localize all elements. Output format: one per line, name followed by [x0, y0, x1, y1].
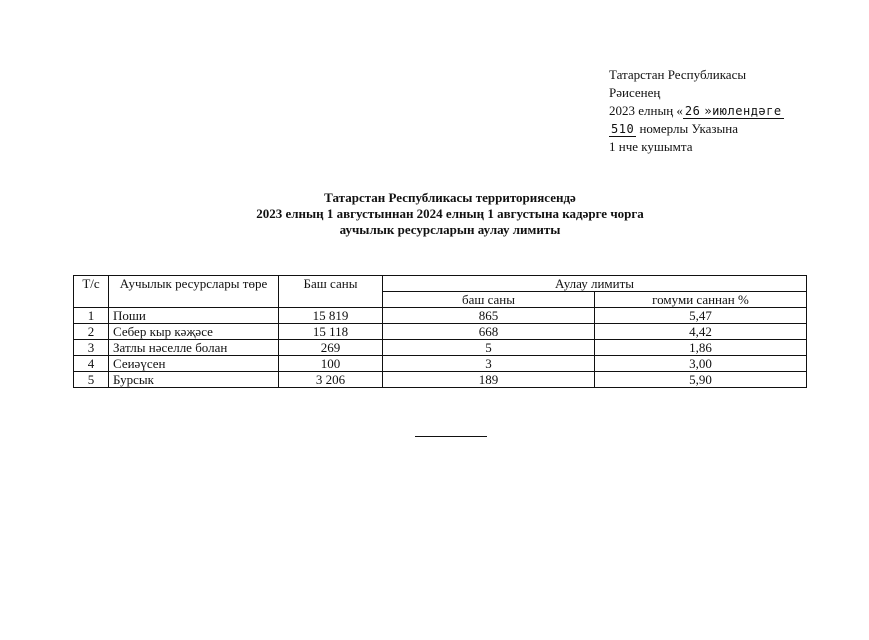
- title-line-1: Татарстан Республикасы территориясендә: [324, 190, 576, 205]
- cell-percent: 1,86: [595, 340, 807, 356]
- col-header-limit-percent: гомуми саннан %: [595, 292, 807, 308]
- header-line-decree: [609, 120, 839, 138]
- cell-percent: 4,42: [595, 324, 807, 340]
- col-header-no: Т/с: [74, 276, 109, 308]
- cell-no: 2: [74, 324, 109, 340]
- cell-no: 3: [74, 340, 109, 356]
- date-day: 26: [684, 104, 701, 118]
- header-line-president: Рәисенең: [609, 85, 661, 100]
- col-header-limit: Аулау лимиты: [383, 276, 807, 292]
- title-line-3: аучылык ресурсларын аулау лимиты: [339, 222, 561, 237]
- hunting-limits-table: [73, 275, 807, 388]
- header-line-appendix: 1 нче кушымта: [609, 139, 693, 154]
- cell-limit: 3: [383, 356, 595, 372]
- table-row: [74, 372, 807, 388]
- cell-name: Себер кыр кәҗәсе: [109, 324, 279, 340]
- col-header-resource: Аучылык ресурслары төре: [109, 276, 279, 308]
- table-header-row: [74, 276, 807, 292]
- col-header-limit-count: баш саны: [383, 292, 595, 308]
- cell-name: Поши: [109, 308, 279, 324]
- cell-percent: 3,00: [595, 356, 807, 372]
- cell-no: 1: [74, 308, 109, 324]
- document-title: [180, 190, 720, 238]
- cell-name: Бурсык: [109, 372, 279, 388]
- decree-suffix: номерлы Указына: [639, 121, 738, 136]
- closing-divider: [415, 436, 487, 437]
- title-line-2: 2023 елның 1 августыннан 2024 елның 1 августына кадәрге чорга: [256, 206, 644, 221]
- table-row: [74, 324, 807, 340]
- header-line-date: [609, 102, 839, 120]
- cell-count: 15 819: [279, 308, 383, 324]
- cell-count: 269: [279, 340, 383, 356]
- cell-limit: 189: [383, 372, 595, 388]
- cell-limit: 865: [383, 308, 595, 324]
- cell-limit: 668: [383, 324, 595, 340]
- appendix-header: [609, 66, 839, 156]
- date-month: »июлендәге: [704, 104, 782, 118]
- cell-percent: 5,90: [595, 372, 807, 388]
- cell-count: 15 118: [279, 324, 383, 340]
- decree-number: 510: [611, 122, 635, 136]
- cell-no: 5: [74, 372, 109, 388]
- cell-limit: 5: [383, 340, 595, 356]
- cell-percent: 5,47: [595, 308, 807, 324]
- cell-name: Сеиәүсен: [109, 356, 279, 372]
- date-prefix: 2023 елның «: [609, 103, 683, 118]
- cell-name: Затлы нәселле болан: [109, 340, 279, 356]
- table-row: [74, 356, 807, 372]
- header-line-republic: Татарстан Республикасы: [609, 67, 747, 82]
- cell-count: 3 206: [279, 372, 383, 388]
- col-header-count: Баш саны: [279, 276, 383, 308]
- table-row: [74, 340, 807, 356]
- cell-no: 4: [74, 356, 109, 372]
- cell-count: 100: [279, 356, 383, 372]
- table-row: [74, 308, 807, 324]
